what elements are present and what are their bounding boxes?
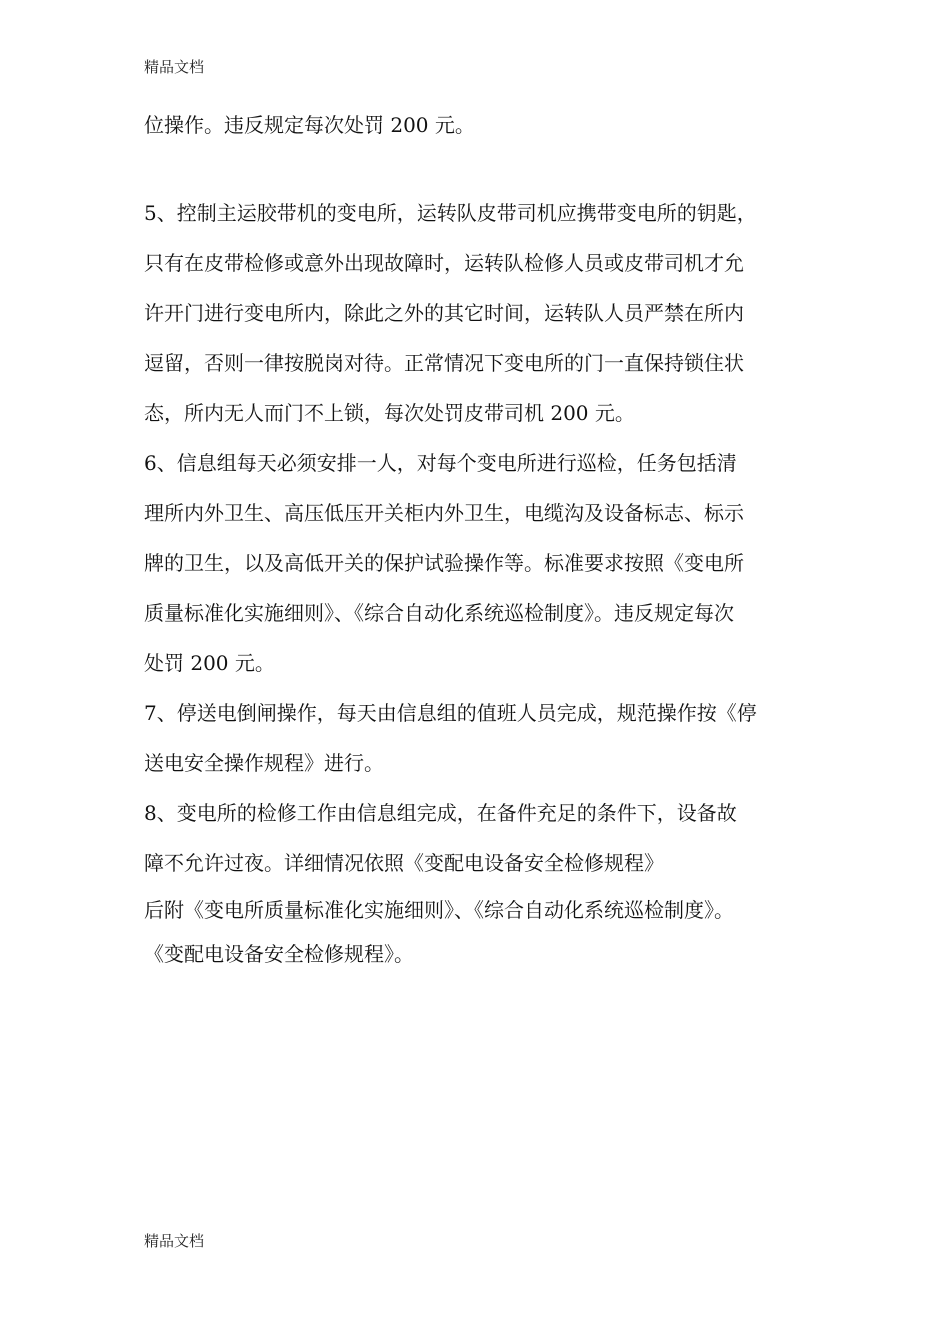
paragraph-item-8 (144, 788, 814, 888)
text-line: 只有在皮带检修或意外出现故障时，运转队检修人员或皮带司机才允 (144, 251, 744, 275)
text-line: 《变配电设备安全检修规程》。 (144, 942, 414, 966)
paragraph-gap (144, 150, 814, 188)
paragraph-item-7 (144, 688, 814, 788)
text-line: 许开门进行变电所内，除此之外的其它时间，运转队人员严禁在所内 (144, 301, 744, 325)
text-line: 位操作。违反规定每次处罚 200 元。 (144, 113, 475, 137)
paragraph-item-6 (144, 438, 814, 688)
text-line: 送电安全操作规程》进行。 (144, 751, 384, 775)
paragraph-item-5 (144, 188, 814, 438)
text-line: 8、变电所的检修工作由信息组完成，在备件充足的条件下，设备故 (144, 801, 737, 825)
text-line: 处罚 200 元。 (144, 651, 275, 675)
text-line: 障不允许过夜。详细情况依照《变配电设备安全检修规程》 (144, 851, 664, 875)
text-line: 7、停送电倒闸操作，每天由信息组的值班人员完成，规范操作按《停 (144, 701, 757, 725)
document-body (144, 100, 814, 976)
text-line: 牌的卫生，以及高低开关的保护试验操作等。标准要求按照《变电所 (144, 551, 744, 575)
page-header: 精品文档 (144, 58, 205, 76)
text-line: 理所内外卫生、高压低压开关柜内外卫生，电缆沟及设备标志、标示 (144, 501, 744, 525)
paragraph-appendix (144, 888, 814, 976)
text-line: 5、控制主运胶带机的变电所，运转队皮带司机应携带变电所的钥匙， (144, 201, 757, 225)
text-line: 质量标准化实施细则》、《综合自动化系统巡检制度》。违反规定每次 (144, 601, 734, 625)
text-line: 6、信息组每天必须安排一人，对每个变电所进行巡检，任务包括清 (144, 451, 737, 475)
text-line: 态，所内无人而门不上锁，每次处罚皮带司机 200 元。 (144, 401, 635, 425)
page-footer: 精品文档 (144, 1232, 205, 1250)
paragraph-continuation (144, 100, 814, 150)
text-line: 逗留，否则一律按脱岗对待。正常情况下变电所的门一直保持锁住状 (144, 351, 744, 375)
text-line: 后附《变电所质量标准化实施细则》、《综合自动化系统巡检制度》。 (144, 898, 734, 922)
